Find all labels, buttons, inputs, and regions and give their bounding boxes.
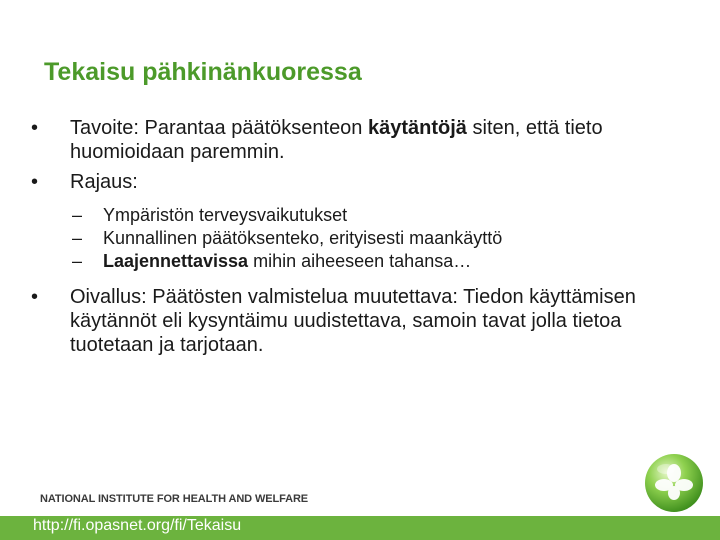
- bullet-text: siten, että tieto huomioidaan paremmin.: [70, 117, 603, 163]
- bullet-insight: [28, 285, 688, 357]
- bullet-scope: [28, 170, 688, 194]
- dash-mark: –: [72, 251, 83, 271]
- bullet-mark: •: [31, 117, 39, 139]
- sub-item-text: Ympäristön terveysvaikutukset: [103, 205, 348, 225]
- bullet-text: Oivallus: Päätösten valmistelua muutettava: Tiedon käyttämisen käytännöt eli kysyntäimu uudistettava, samoin tavat jolla tietoa tuotetaan ja tarjotaan.: [70, 286, 636, 356]
- bullet-text: Tavoite: Parantaa päätöksenteon: [70, 117, 368, 139]
- bullet-mark: •: [31, 171, 39, 193]
- bullet-mark: •: [31, 286, 39, 308]
- sub-item: [28, 227, 688, 250]
- bullet-text: Rajaus:: [70, 171, 138, 193]
- sub-item: [28, 204, 688, 227]
- institute-name: NATIONAL INSTITUTE FOR HEALTH AND WELFARE: [40, 493, 309, 505]
- sub-item-text: mihin aiheeseen tahansa…: [248, 251, 472, 271]
- sub-item-text: Kunnallinen päätöksenteko, erityisesti maankäyttö: [103, 228, 503, 248]
- footer-bar: [0, 516, 720, 540]
- bullet-text-bold: käytäntöjä: [368, 117, 467, 139]
- scope-sublist: [28, 204, 688, 273]
- green-sphere-logo-icon: [642, 451, 706, 515]
- slide-title: Tekaisu pähkinänkuoressa: [44, 58, 362, 86]
- sub-item-text-bold: Laajennettavissa: [103, 251, 249, 271]
- bullet-goal: [28, 116, 688, 164]
- dash-mark: –: [72, 228, 83, 248]
- slide-content: [28, 116, 688, 363]
- sub-item: [28, 250, 688, 273]
- footer-url-link[interactable]: http://fi.opasnet.org/fi/Tekaisu: [33, 517, 242, 534]
- dash-mark: –: [72, 205, 83, 225]
